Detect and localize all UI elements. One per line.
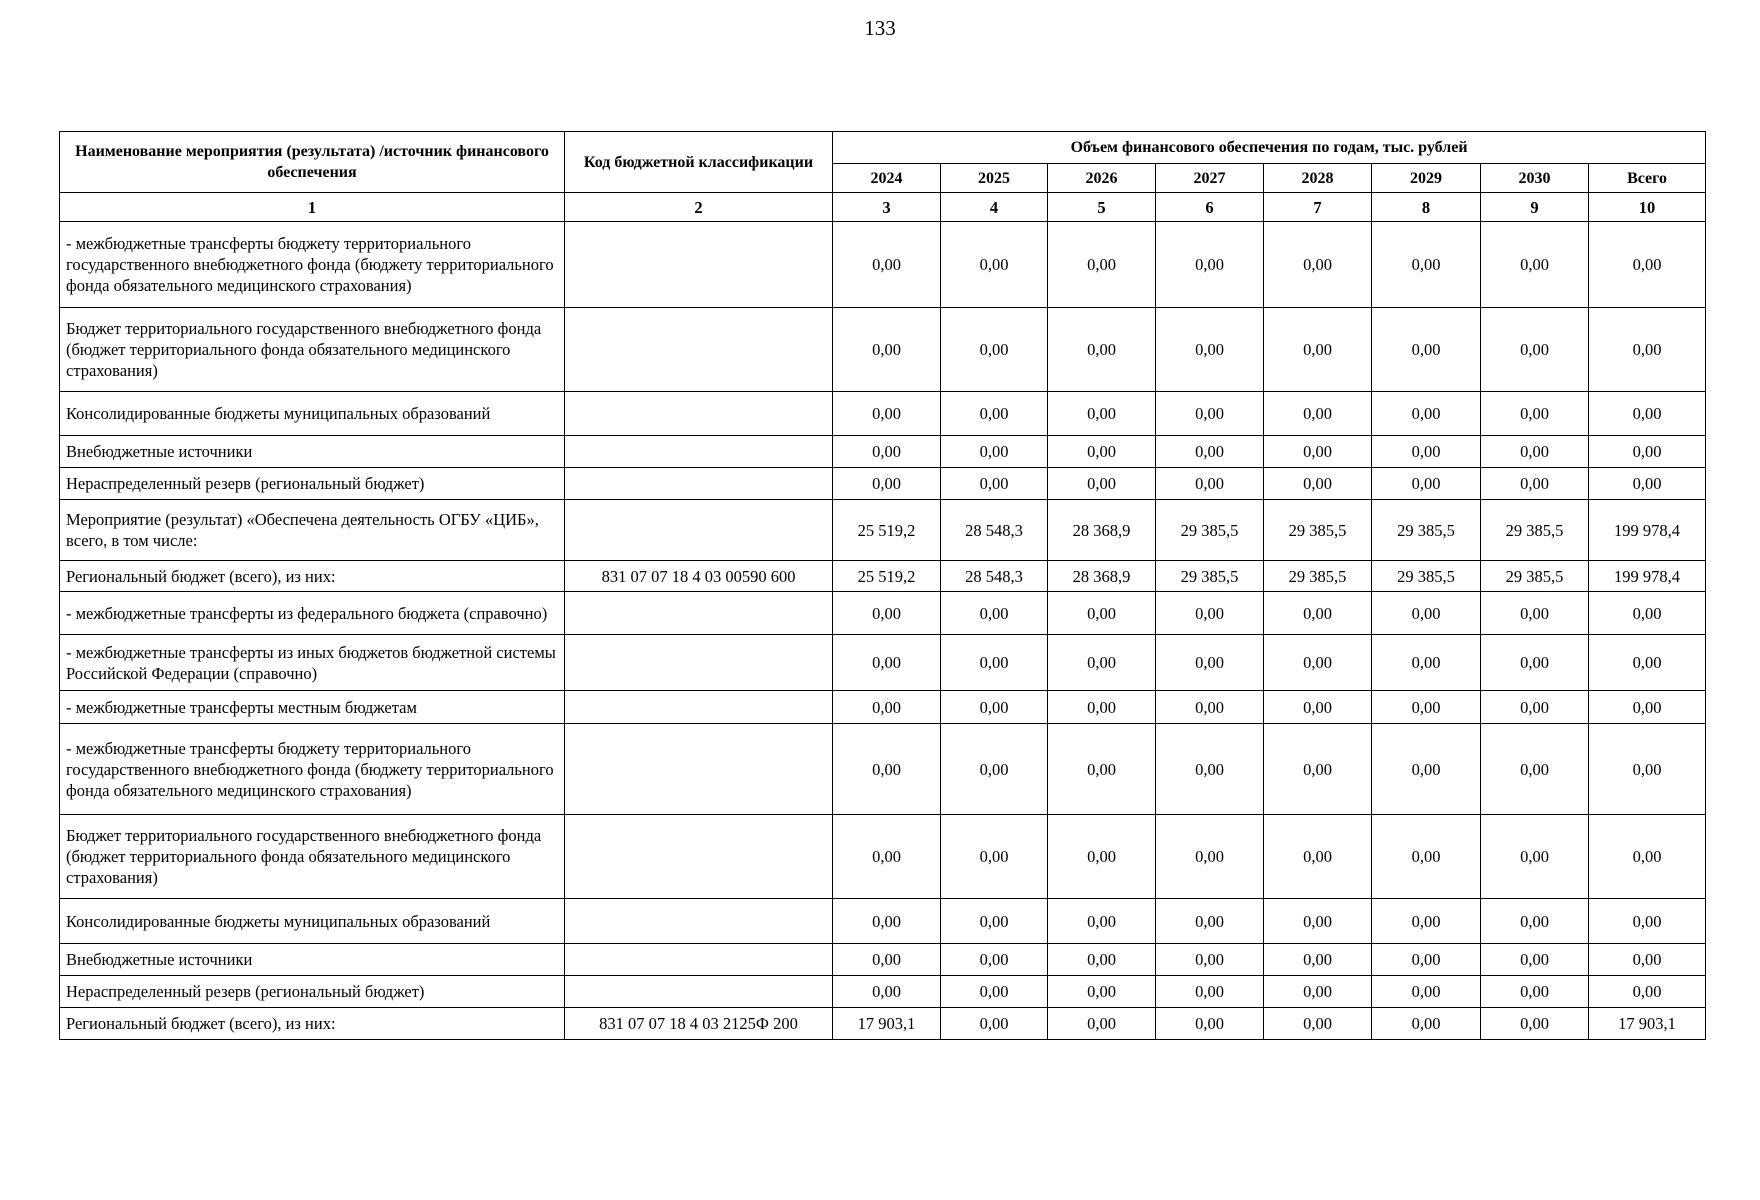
row-year-value: 0,00 (1372, 1008, 1481, 1040)
row-name: Мероприятие (результат) «Обеспечена деятельность ОГБУ «ЦИБ», всего, в том числе: (60, 500, 565, 561)
row-year-value: 0,00 (1156, 1008, 1264, 1040)
row-year-value: 0,00 (1372, 944, 1481, 976)
row-budget-code (565, 899, 833, 944)
row-year-value: 28 548,3 (941, 561, 1048, 592)
row-year-value: 0,00 (1372, 815, 1481, 899)
row-year-value: 0,00 (1264, 944, 1372, 976)
row-name: Бюджет территориального государственного внебюджетного фонда (бюджет территориального фонда обязательного медицинского страхования) (60, 308, 565, 392)
column-number: 4 (941, 193, 1048, 222)
row-year-value: 0,00 (1481, 724, 1589, 815)
row-year-value: 0,00 (941, 392, 1048, 436)
row-year-value: 0,00 (941, 976, 1048, 1008)
row-year-value: 0,00 (833, 436, 941, 468)
row-year-value: 0,00 (1264, 392, 1372, 436)
row-year-value: 0,00 (941, 899, 1048, 944)
year-header: 2028 (1264, 164, 1372, 193)
table-row (60, 222, 1706, 308)
row-name: Консолидированные бюджеты муниципальных образований (60, 899, 565, 944)
table-row (60, 724, 1706, 815)
row-name: - межбюджетные трансферты бюджету территориального государственного внебюджетного фонда (бюджету территориального фонда обязательного медицинского страхования) (60, 724, 565, 815)
row-name: - межбюджетные трансферты из иных бюджетов бюджетной системы Российской Федерации (справочно) (60, 635, 565, 691)
row-year-value: 0,00 (941, 592, 1048, 635)
row-year-value: 0,00 (1156, 635, 1264, 691)
header-row-top (60, 132, 1706, 164)
row-year-value: 0,00 (1264, 815, 1372, 899)
row-total-value: 0,00 (1589, 976, 1706, 1008)
row-year-value: 0,00 (1481, 468, 1589, 500)
row-year-value: 0,00 (833, 976, 941, 1008)
row-year-value: 0,00 (1264, 222, 1372, 308)
table-row (60, 592, 1706, 635)
row-budget-code (565, 635, 833, 691)
row-total-value: 0,00 (1589, 899, 1706, 944)
row-budget-code (565, 976, 833, 1008)
row-year-value: 0,00 (941, 308, 1048, 392)
row-year-value: 0,00 (941, 468, 1048, 500)
row-budget-code (565, 436, 833, 468)
table-row (60, 500, 1706, 561)
row-year-value: 0,00 (833, 592, 941, 635)
row-total-value: 0,00 (1589, 691, 1706, 724)
table-row (60, 308, 1706, 392)
row-year-value: 0,00 (941, 1008, 1048, 1040)
year-header: 2029 (1372, 164, 1481, 193)
row-year-value: 0,00 (1156, 468, 1264, 500)
row-year-value: 0,00 (1264, 635, 1372, 691)
column-number: 9 (1481, 193, 1589, 222)
row-year-value: 0,00 (833, 691, 941, 724)
row-year-value: 17 903,1 (833, 1008, 941, 1040)
row-budget-code (565, 815, 833, 899)
column-number: 10 (1589, 193, 1706, 222)
row-name: - межбюджетные трансферты из федерального бюджета (справочно) (60, 592, 565, 635)
row-total-value: 0,00 (1589, 392, 1706, 436)
row-budget-code (565, 222, 833, 308)
row-year-value: 0,00 (1481, 944, 1589, 976)
row-year-value: 0,00 (1372, 392, 1481, 436)
row-year-value: 0,00 (1481, 815, 1589, 899)
row-year-value: 0,00 (1481, 308, 1589, 392)
row-year-value: 0,00 (1481, 976, 1589, 1008)
row-year-value: 0,00 (1156, 944, 1264, 976)
row-year-value: 0,00 (1156, 724, 1264, 815)
row-year-value: 0,00 (1264, 724, 1372, 815)
row-year-value: 0,00 (1372, 724, 1481, 815)
column-number: 3 (833, 193, 941, 222)
column-number-row (60, 193, 1706, 222)
row-year-value: 0,00 (1264, 592, 1372, 635)
column-number: 2 (565, 193, 833, 222)
row-year-value: 28 368,9 (1048, 561, 1156, 592)
row-year-value: 29 385,5 (1264, 561, 1372, 592)
row-year-value: 0,00 (1048, 899, 1156, 944)
row-budget-code (565, 500, 833, 561)
row-year-value: 0,00 (1156, 976, 1264, 1008)
year-header: 2025 (941, 164, 1048, 193)
year-header: 2030 (1481, 164, 1589, 193)
total-header: Всего (1589, 164, 1706, 193)
row-budget-code (565, 468, 833, 500)
row-name: Региональный бюджет (всего), из них: (60, 561, 565, 592)
year-header: 2027 (1156, 164, 1264, 193)
row-total-value: 0,00 (1589, 222, 1706, 308)
row-year-value: 28 368,9 (1048, 500, 1156, 561)
row-year-value: 0,00 (1372, 635, 1481, 691)
table-row (60, 815, 1706, 899)
row-year-value: 0,00 (1481, 222, 1589, 308)
table-row (60, 635, 1706, 691)
row-year-value: 0,00 (1156, 691, 1264, 724)
row-year-value: 29 385,5 (1372, 500, 1481, 561)
row-year-value: 0,00 (1048, 468, 1156, 500)
table-row (60, 944, 1706, 976)
row-budget-code (565, 308, 833, 392)
row-year-value: 25 519,2 (833, 500, 941, 561)
row-year-value: 0,00 (1264, 1008, 1372, 1040)
page-number: 133 (864, 16, 896, 40)
row-year-value: 28 548,3 (941, 500, 1048, 561)
name-column-header: Наименование мероприятия (результата) /источник финансового обеспечения (60, 132, 565, 193)
row-budget-code (565, 944, 833, 976)
row-name: Бюджет территориального государственного внебюджетного фонда (бюджет территориального фонда обязательного медицинского страхования) (60, 815, 565, 899)
row-name: Консолидированные бюджеты муниципальных образований (60, 392, 565, 436)
row-year-value: 0,00 (1048, 724, 1156, 815)
row-year-value: 0,00 (1156, 392, 1264, 436)
row-year-value: 0,00 (1372, 899, 1481, 944)
row-year-value: 0,00 (1156, 436, 1264, 468)
row-year-value: 0,00 (1048, 436, 1156, 468)
row-year-value: 0,00 (1048, 592, 1156, 635)
row-total-value: 199 978,4 (1589, 561, 1706, 592)
row-total-value: 0,00 (1589, 724, 1706, 815)
row-year-value: 0,00 (941, 222, 1048, 308)
row-year-value: 0,00 (1481, 635, 1589, 691)
row-year-value: 0,00 (1264, 976, 1372, 1008)
table-row (60, 1008, 1706, 1040)
row-year-value: 0,00 (833, 815, 941, 899)
row-year-value: 0,00 (1264, 436, 1372, 468)
row-name: Нераспределенный резерв (региональный бюджет) (60, 468, 565, 500)
row-year-value: 0,00 (1048, 392, 1156, 436)
row-total-value: 199 978,4 (1589, 500, 1706, 561)
row-total-value: 0,00 (1589, 944, 1706, 976)
row-name: - межбюджетные трансферты местным бюджетам (60, 691, 565, 724)
code-column-header: Код бюджетной классификации (565, 132, 833, 193)
row-year-value: 0,00 (833, 308, 941, 392)
row-year-value: 0,00 (1048, 944, 1156, 976)
row-year-value: 0,00 (941, 815, 1048, 899)
row-year-value: 0,00 (1156, 592, 1264, 635)
row-total-value: 17 903,1 (1589, 1008, 1706, 1040)
row-year-value: 0,00 (833, 724, 941, 815)
row-year-value: 29 385,5 (1372, 561, 1481, 592)
row-year-value: 0,00 (941, 635, 1048, 691)
row-year-value: 0,00 (1048, 1008, 1156, 1040)
row-year-value: 29 385,5 (1156, 500, 1264, 561)
row-year-value: 0,00 (1048, 635, 1156, 691)
row-year-value: 0,00 (1048, 222, 1156, 308)
funding-group-header: Объем финансового обеспечения по годам, тыс. рублей (833, 132, 1706, 164)
row-name: Внебюджетные источники (60, 944, 565, 976)
table-row (60, 691, 1706, 724)
row-total-value: 0,00 (1589, 436, 1706, 468)
row-year-value: 0,00 (1372, 691, 1481, 724)
financing-table (59, 131, 1706, 1040)
year-header: 2026 (1048, 164, 1156, 193)
row-year-value: 0,00 (1372, 468, 1481, 500)
column-number: 6 (1156, 193, 1264, 222)
row-year-value: 0,00 (833, 468, 941, 500)
row-year-value: 0,00 (1048, 308, 1156, 392)
column-number: 1 (60, 193, 565, 222)
row-year-value: 0,00 (1156, 815, 1264, 899)
row-budget-code (565, 592, 833, 635)
row-total-value: 0,00 (1589, 308, 1706, 392)
row-year-value: 29 385,5 (1481, 500, 1589, 561)
row-budget-code (565, 724, 833, 815)
row-total-value: 0,00 (1589, 635, 1706, 691)
row-budget-code: 831 07 07 18 4 03 2125Ф 200 (565, 1008, 833, 1040)
table-row (60, 899, 1706, 944)
row-year-value: 25 519,2 (833, 561, 941, 592)
row-year-value: 29 385,5 (1264, 500, 1372, 561)
row-year-value: 0,00 (833, 392, 941, 436)
row-year-value: 0,00 (1048, 815, 1156, 899)
column-number: 5 (1048, 193, 1156, 222)
row-name: - межбюджетные трансферты бюджету территориального государственного внебюджетного фонда (бюджету территориального фонда обязательного медицинского страхования) (60, 222, 565, 308)
row-year-value: 0,00 (1264, 899, 1372, 944)
row-budget-code: 831 07 07 18 4 03 00590 600 (565, 561, 833, 592)
row-year-value: 0,00 (1156, 222, 1264, 308)
row-year-value: 0,00 (833, 635, 941, 691)
column-number: 7 (1264, 193, 1372, 222)
table-row (60, 976, 1706, 1008)
row-name: Региональный бюджет (всего), из них: (60, 1008, 565, 1040)
row-total-value: 0,00 (1589, 468, 1706, 500)
row-year-value: 29 385,5 (1481, 561, 1589, 592)
row-total-value: 0,00 (1589, 592, 1706, 635)
row-year-value: 0,00 (1264, 308, 1372, 392)
row-budget-code (565, 392, 833, 436)
column-number: 8 (1372, 193, 1481, 222)
row-year-value: 0,00 (1372, 592, 1481, 635)
year-header: 2024 (833, 164, 941, 193)
row-year-value: 0,00 (941, 436, 1048, 468)
row-year-value: 29 385,5 (1156, 561, 1264, 592)
row-year-value: 0,00 (1481, 691, 1589, 724)
row-year-value: 0,00 (1372, 436, 1481, 468)
row-year-value: 0,00 (1372, 222, 1481, 308)
table-row (60, 392, 1706, 436)
table-row (60, 436, 1706, 468)
row-year-value: 0,00 (1372, 308, 1481, 392)
row-year-value: 0,00 (833, 222, 941, 308)
row-year-value: 0,00 (833, 944, 941, 976)
row-year-value: 0,00 (1481, 436, 1589, 468)
row-year-value: 0,00 (1048, 691, 1156, 724)
row-year-value: 0,00 (1481, 1008, 1589, 1040)
row-year-value: 0,00 (1264, 691, 1372, 724)
row-year-value: 0,00 (1264, 468, 1372, 500)
table-row (60, 561, 1706, 592)
row-year-value: 0,00 (833, 899, 941, 944)
row-year-value: 0,00 (1481, 592, 1589, 635)
row-year-value: 0,00 (1481, 392, 1589, 436)
row-year-value: 0,00 (1156, 308, 1264, 392)
row-year-value: 0,00 (941, 691, 1048, 724)
table-row (60, 468, 1706, 500)
row-year-value: 0,00 (1048, 976, 1156, 1008)
row-name: Нераспределенный резерв (региональный бюджет) (60, 976, 565, 1008)
row-name: Внебюджетные источники (60, 436, 565, 468)
row-year-value: 0,00 (1481, 899, 1589, 944)
row-year-value: 0,00 (1156, 899, 1264, 944)
row-total-value: 0,00 (1589, 815, 1706, 899)
row-year-value: 0,00 (941, 944, 1048, 976)
row-year-value: 0,00 (941, 724, 1048, 815)
row-year-value: 0,00 (1372, 976, 1481, 1008)
row-budget-code (565, 691, 833, 724)
